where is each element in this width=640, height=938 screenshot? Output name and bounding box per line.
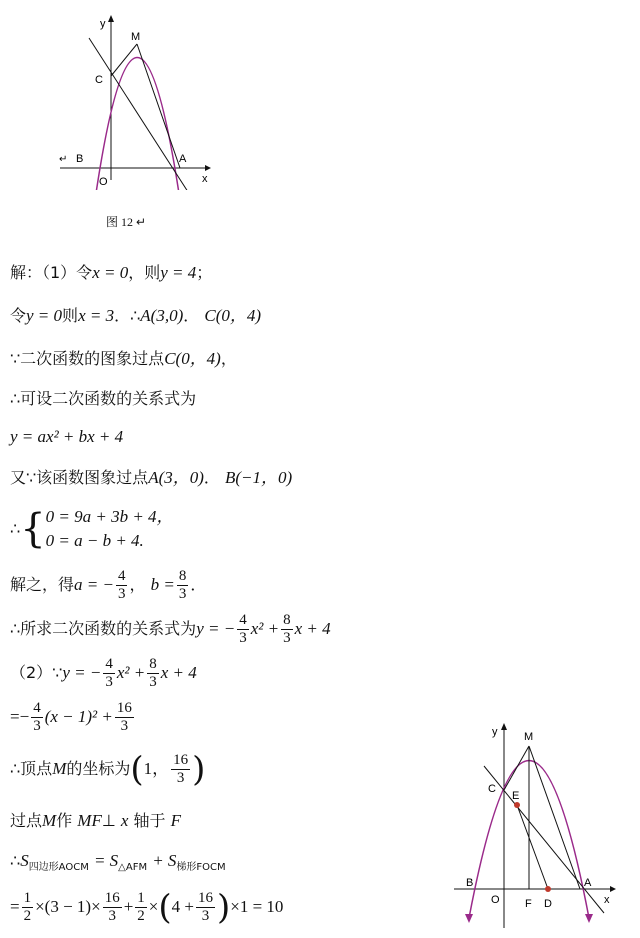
fraction: $\frac{1}{2}$ (23, 890, 32, 924)
line-8: 解之，得a = − $\frac{4}{3}$ ， b = $\frac{8}{3}$ ． (10, 568, 207, 602)
arrow-right (585, 914, 593, 923)
fraction: $\frac{8}{3}$ (178, 568, 187, 602)
line-15: = $\frac{1}{2}$ ×(3 − 1)× $\frac{16}{3}$ + $\frac{1}{2}$ ×(4 + $\frac{16}{3}$ )×1 = 10 (10, 887, 284, 928)
line-2: 令y = 0则x = 3．∴A(3,0)． C(0，4) (10, 306, 262, 325)
fraction: $\frac{16}{3}$ (116, 700, 132, 734)
line-5: y = ax² + bx + 4 (10, 427, 124, 446)
point-e (514, 802, 520, 808)
label-o: O (491, 894, 500, 906)
line-14: $\therefore S_{四边形AOCM} = S_{\triangle AFM} + S_{梯形FOCM}$ (10, 851, 226, 873)
fraction: $\frac{16}{3}$ (197, 890, 213, 924)
point-d (545, 886, 551, 892)
line-9: ∴所求二次函数的关系式为y = − $\frac{4}{3}$ x² + $\frac{8}{3}$ x + 4 (10, 612, 331, 646)
figure-12 (55, 10, 225, 190)
arrow-left (465, 914, 473, 923)
segment-ma (137, 44, 180, 168)
label-a: A (584, 877, 592, 889)
label-d: D (544, 898, 552, 910)
fraction: $\frac{1}{2}$ (137, 890, 145, 924)
label-c: C (95, 74, 103, 86)
label-x: x (604, 894, 610, 906)
label-f: F (525, 898, 532, 910)
label-x: x (202, 173, 208, 185)
fraction: $\frac{16}{3}$ (173, 752, 189, 786)
segment-ed (517, 805, 548, 889)
line-12: ∴顶点M的坐标为(1， $\frac{16}{3}$ ) (10, 749, 206, 790)
line-11: =− $\frac{4}{3}$ (x − 1)² + $\frac{16}{3}$ (10, 700, 132, 734)
label-b: B (466, 877, 474, 889)
label-y: y (100, 18, 106, 30)
label-m: M (131, 31, 141, 43)
segment-ma (529, 746, 580, 889)
fraction: $\frac{4}{3}$ (117, 568, 126, 602)
line-13: 过点M作 MF⊥ x 轴于 F (10, 811, 182, 830)
label-return: ↵ (59, 154, 68, 165)
label-a: A (179, 153, 187, 165)
fraction: $\frac{4}{3}$ (105, 656, 113, 690)
label-e: E (512, 790, 520, 802)
fraction: $\frac{8}{3}$ (149, 656, 157, 690)
equation-1: 0 = 9a + 3b + 4， (45, 507, 174, 526)
label-b: B (76, 153, 84, 165)
label-o: O (99, 176, 108, 188)
figure-caption: 图 12 ↵ (106, 215, 147, 229)
line-3: ∵二次函数的图象过点C(0，4)， (10, 349, 237, 368)
fraction: $\frac{8}{3}$ (283, 612, 291, 646)
line-6: 又∵该函数图象过点A(3，0)． B(−1，0) (10, 468, 293, 487)
fraction: $\frac{16}{3}$ (104, 890, 120, 924)
line-4: ∴可设二次函数的关系式为 (10, 389, 197, 408)
equation-2: 0 = a − b + 4. (45, 531, 144, 550)
line-7-system: ∴{ 0 = 9a + 3b + 4， 0 = a − b + 4. (10, 506, 174, 552)
fraction: $\frac{4}{3}$ (239, 612, 247, 646)
figure-2 (452, 718, 627, 933)
line-1: 解：（1）令x = 0，则y = 4； (10, 263, 213, 282)
segment-cm (504, 746, 529, 790)
label-y: y (492, 726, 498, 738)
line-10: （2）∵y = − $\frac{4}{3}$ x² + $\frac{8}{3}$ x + 4 (10, 656, 197, 690)
parabola (95, 58, 180, 191)
fraction: $\frac{4}{3}$ (33, 700, 41, 734)
label-c: C (488, 783, 496, 795)
label-m: M (524, 731, 534, 743)
